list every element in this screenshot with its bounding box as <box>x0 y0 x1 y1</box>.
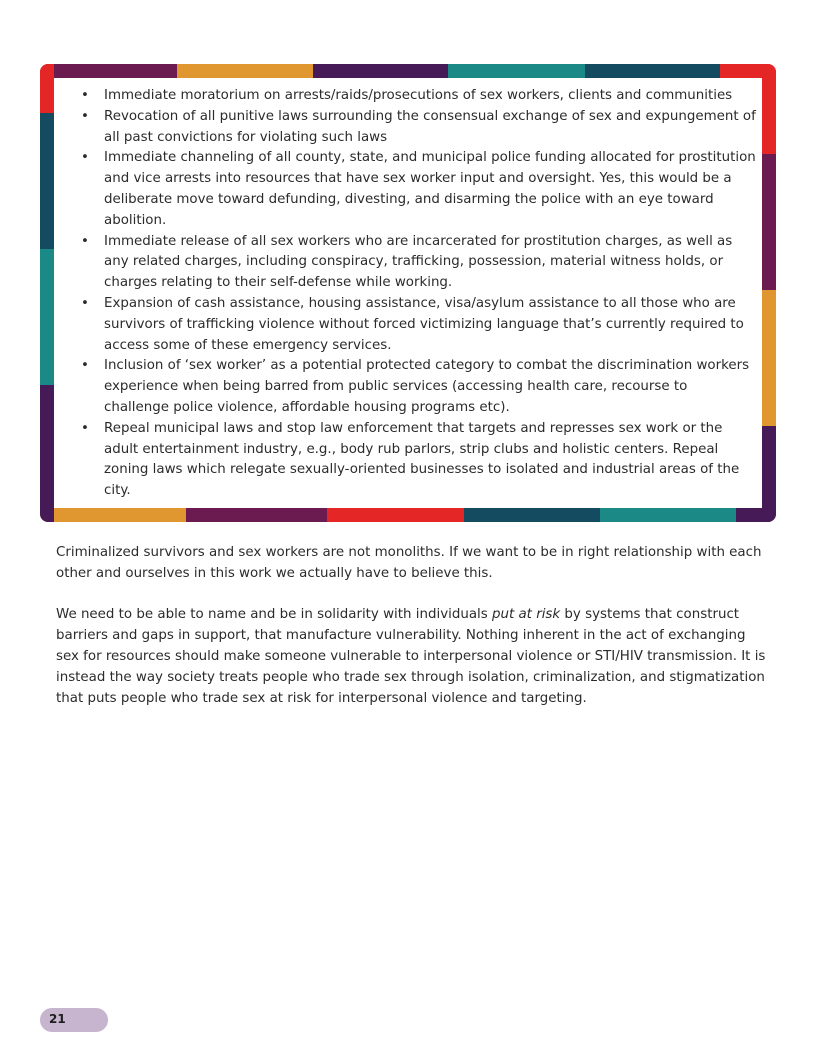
bullet-glyph: • <box>81 358 89 374</box>
list-item-text: Immediate release of all sex workers who are incarcerated for prostitution charges, as well as any related charges, including conspiracy, trafficking, possession, material witness holds, or charges relating to their self-defense while working. <box>104 233 733 291</box>
page-number-badge <box>40 1008 108 1032</box>
list-item <box>78 86 756 107</box>
frame-segment <box>762 290 776 426</box>
frame-segment <box>448 64 585 78</box>
frame-segment <box>177 64 313 78</box>
list-item-text: Inclusion of ‘sex worker’ as a potential protected category to combat the discrimination workers experience when being barred from public services (accessing health care, recourse to challenge police violence, affordable housing programs etc). <box>104 358 750 415</box>
frame-segment <box>762 64 776 154</box>
bullet-glyph: • <box>81 150 89 166</box>
frame-segment <box>600 508 736 522</box>
paragraph-monoliths: Criminalized survivors and sex workers are not monoliths. If we want to be in right relationship with each other and ourselves in this work we actually have to believe this. <box>56 545 762 581</box>
demands-list <box>78 86 756 502</box>
bullet-glyph: • <box>81 233 89 249</box>
frame-segment <box>40 64 177 78</box>
bullet-glyph: • <box>81 295 89 311</box>
paragraph-text: We need to be able to name and be in solidarity with individuals <box>56 607 492 623</box>
frame-segment <box>313 64 448 78</box>
frame-segment <box>40 385 54 522</box>
frame-segment <box>327 508 464 522</box>
bullet-glyph: • <box>81 88 89 103</box>
list-item-text: Revocation of all punitive laws surrounding the consensual exchange of sex and expungement of all past convictions for violating such laws <box>104 108 756 145</box>
list-item-text: Expansion of cash assistance, housing assistance, visa/asylum assistance to all those who are survivors of trafficking violence without forced victimizing language that’s currently required to access some of these emergency services. <box>104 295 744 353</box>
list-item <box>78 356 756 418</box>
paragraph-text: by systems that construct barriers and gaps in support, that manufacture vulnerability. Nothing inherent in the act of exchanging sex for resources should make someone vulnerable to interpersonal violence or STI/HIV transmission. It is instead the way society treats people who trade sex through isolation, criminalization, and stigmatization that puts people who trade sex at risk for interpersonal violence and targeting. <box>56 607 766 706</box>
frame-segment <box>736 508 776 522</box>
list-item <box>78 148 756 231</box>
emphasis-text: put at risk <box>491 607 561 623</box>
bullet-glyph: • <box>81 108 89 124</box>
list-item-text: Immediate moratorium on arrests/raids/prosecutions of sex workers, clients and communities <box>104 88 733 103</box>
list-item-text: Repeal municipal laws and stop law enforcement that targets and represses sex work or the adult entertainment industry, e.g., body rub parlors, strip clubs and holistic centers. Repeal zoning laws which relegate sexually-oriented businesses to isolated and industrial areas of the city. <box>104 420 740 499</box>
frame-segment <box>762 154 776 290</box>
page-number: 21 <box>49 1012 66 1026</box>
paragraph-solidarity <box>56 605 766 709</box>
list-item <box>78 419 756 502</box>
frame-segment <box>464 508 600 522</box>
bullet-glyph: • <box>81 420 89 436</box>
frame-segment <box>40 113 54 249</box>
list-item <box>78 232 756 294</box>
list-item <box>78 107 756 149</box>
frame-segment <box>186 508 327 522</box>
list-item-text: Immediate channeling of all county, state, and municipal police funding allocated for prostitution and vice arrests into resources that have sex worker input and oversight. Yes, this would be a deliberate move toward defunding, divesting, and disarming the police with an eye toward abolition. <box>104 150 756 228</box>
frame-segment <box>40 64 54 113</box>
list-item <box>78 294 756 356</box>
body-text <box>56 543 766 730</box>
frame-segment <box>40 249 54 385</box>
frame-segment <box>585 64 720 78</box>
frame-segment <box>40 508 186 522</box>
